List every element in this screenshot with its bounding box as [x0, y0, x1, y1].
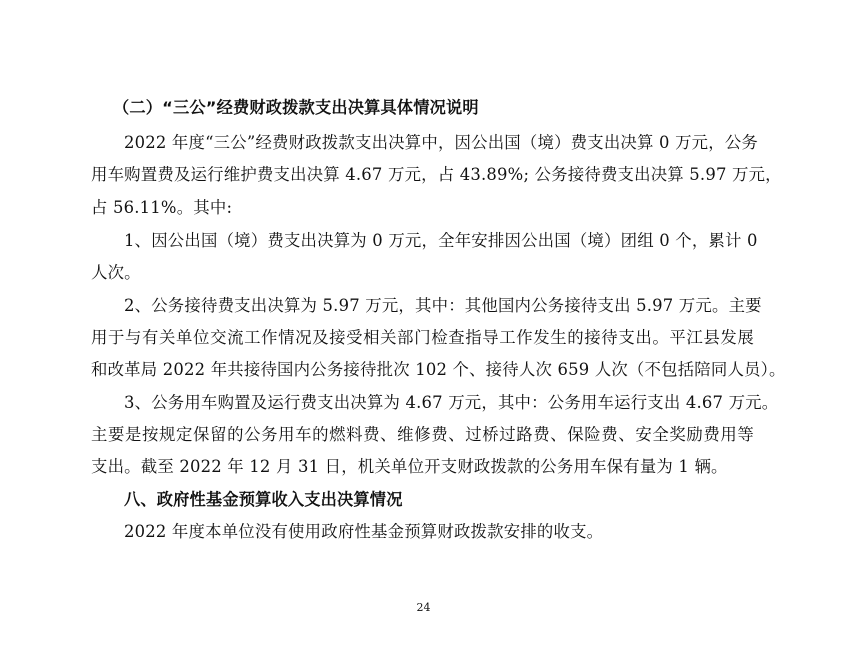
paragraph-line: 和改革局 2022 年共接待国内公务接待批次 102 个、接待人次 659 人次（不包括陪同人员）。: [91, 360, 786, 379]
paragraph-line: 用于与有关单位交流工作情况及接受相关部门检查指导工作发生的接待支出。平江县发展: [91, 328, 754, 347]
paragraph-line: 2022 年度本单位没有使用政府性基金预算财政拨款安排的收支。: [124, 522, 604, 541]
paragraph-line: 3、公务用车购置及运行费支出决算为 4.67 万元，其中：公务用车运行支出 4.67 万元。: [124, 393, 779, 412]
section-heading-sangong: （二）“三公”经费财政拨款支出决算具体情况说明: [113, 98, 479, 117]
section-heading-government-fund: 八、政府性基金预算收入支出决算情况: [124, 490, 403, 509]
paragraph-line: 人次。: [91, 263, 141, 282]
paragraph-line: 用车购置费及运行维护费支出决算 4.67 万元，占 43.89%; 公务接待费支出决算 5.97 万元，: [91, 165, 782, 184]
paragraph-line: 占 56.11%。其中:: [91, 198, 233, 217]
paragraph-line: 2022 年度“三公”经费财政拨款支出决算中，因公出国（境）费支出决算 0 万元，公务: [124, 133, 759, 152]
page-number: 24: [416, 601, 431, 614]
paragraph-line: 2、公务接待费支出决算为 5.97 万元，其中：其他国内公务接待支出 5.97 万元。主要: [124, 296, 762, 315]
paragraph-line: 支出。截至 2022 年 12 月 31 日，机关单位开支财政拨款的公务用车保有量为 1 辆。: [91, 457, 728, 476]
paragraph-line: 主要是按规定保留的公务用车的燃料费、维修费、过桥过路费、保险费、安全奖励费用等: [91, 425, 754, 444]
paragraph-line: 1、因公出国（境）费支出决算为 0 万元，全年安排因公出国（境）团组 0 个，累计 0: [124, 231, 758, 250]
